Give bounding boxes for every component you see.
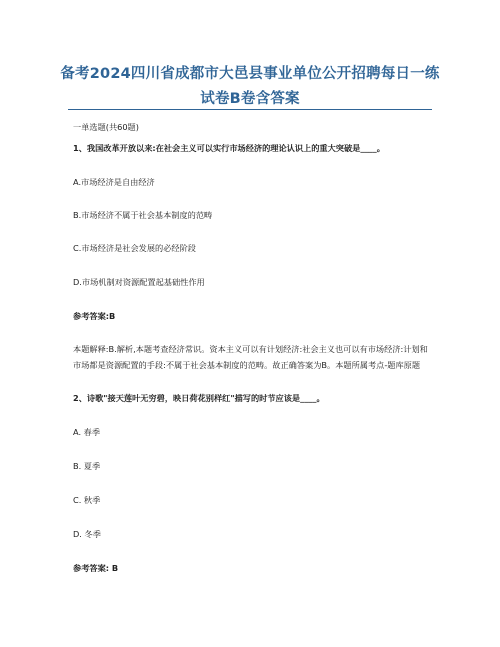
question-1-option-a: A.市场经济是自由经济 [73,177,155,187]
question-1-option-d: D.市场机制对资源配置起基础性作用 [73,277,205,287]
question-1-stem: 1、我国改革开放以来:在社会主义可以实行市场经济的理论认识上的重大突破是____。 [73,143,385,153]
question-2-answer: 参考答案: B [73,563,119,573]
question-1-option-b: B.市场经济不属于社会基本制度的范畴 [73,210,213,220]
question-2-stem: 2、诗歌"接天莲叶无穷碧，映日荷花别样红"描写的时节应该是____。 [73,393,325,403]
question-1-explanation: 本题解释:B.解析,本题考查经济常识。资本主义可以有计划经济:社会主义也可以有市场经济:计划和市场都是资源配置的手段:不属于社会基本制度的范畴。故正确答案为B。本题所属考点-题库原题 [73,344,428,370]
title-divider [68,109,432,110]
question-2-option-b: B. 夏季 [73,461,101,471]
question-1-option-c: C.市场经济是社会发展的必经阶段 [73,243,196,253]
question-2-option-c: C. 秋季 [73,495,101,505]
title-line-2: 试卷B卷含答案 [200,91,300,107]
document-title [40,62,460,112]
title-line-1: 备考2024四川省成都市大邑县事业单位公开招聘每日一练 [60,66,440,82]
question-2-option-d: D. 冬季 [73,529,101,539]
question-2-option-a: A. 春季 [73,427,101,437]
question-1-answer: 参考答案:B [73,311,116,321]
section-header: 一单选题(共60题) [73,122,139,132]
